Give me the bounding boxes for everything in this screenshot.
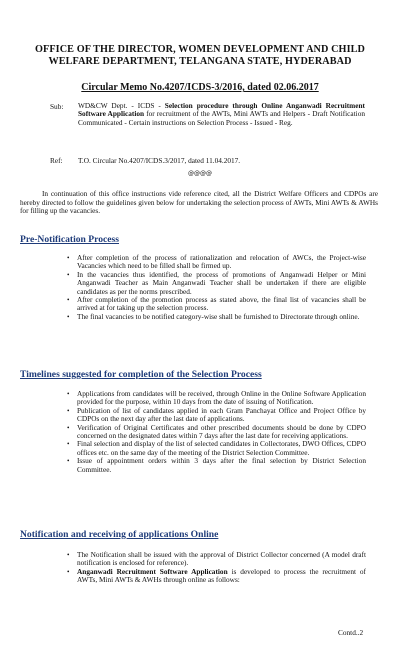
list-item: • Issue of appointment orders within 3 days after the final selection by District Selection Committee. [68,457,366,474]
subject-bold: Selection procedure through Online Anganwadi Recruitment Software Application [78,101,365,119]
subject-prefix: WD&CW Dept. - ICDS - [78,101,165,110]
subject-label: Sub: [50,102,64,111]
pre-notification-list [68,254,366,321]
intro-paragraph: In continuation of this office instructions vide reference cited, all the District Welfare Officers and CDPOs are hereby directed to follow the guidelines given below for undertaking the selection process of AWTs, Mini AWTs & AWHs for filling up the vacancies. [20,189,378,216]
list-item: • The Notification shall be issued with the approval of District Collector concerned (A model draft notification is enclosed for reference). [68,551,366,568]
list-item: • Final selection and display of the list of selected candidates in Collectorates, DWO Offices, CDPO offices etc. on the same day of the meeting of the District Selection Committee. [68,440,366,457]
list-item: • Verification of Original Certificates and other prescribed documents should be done by CDPO concerned on the designated dates within 7 days after the last date for receiving applications. [68,424,366,441]
notification-list [68,551,366,585]
section-title-pre-notification: Pre-Notification Process [20,234,120,245]
list-item [68,568,366,585]
office-header-line-1: OFFICE OF THE DIRECTOR, WOMEN DEVELOPMENT AND CHILD [34,44,365,55]
list-item: • Publication of list of candidates applied in each Gram Panchayat Office and Project Office by CDPOs on the next day after the last date of applications. [68,407,366,424]
list-item: • Applications from candidates will be received, through Online in the Online Software Application provided for the purpose, within 10 days from the date of issuing of Notification. [68,390,366,407]
continued-marker: Contd..2 [338,628,364,637]
timelines-list [68,390,366,474]
software-description: is developed to process the recruitment of AWTs, Mini AWTs & AWHs through online as follows: [77,566,366,585]
section-title-timelines: Timelines suggested for completion of the Selection Process [20,369,262,380]
section-title-notification: Notification and receiving of applications Online [20,529,219,540]
list-item: • After completion of the process of rationalization and relocation of AWCs, the Project-wise Vacancies which need to be filled shall be firmed up. [68,254,366,271]
subject-suffix: for recruitment of the AWTs, Mini AWTs and Helpers - Draft Notification Communicated - Certain instructions on Selection Process - Issued - Reg. [78,109,366,127]
reference-label: Ref: [50,156,63,165]
subject-text [78,102,365,127]
list-item: • The final vacancies to be notified category-wise shall be furnished to Directorate through online. [68,313,366,321]
circular-memo-title: Circular Memo No.4207/ICDS-3/2016, dated 02.06.2017 [81,82,319,93]
list-item: • In the vacancies thus identified, the process of promotions of Anganwadi Helper or Mini Anganwadi Teacher as Main Anganwadi Teacher shall be undertaken if there are eligible candidates as per the norms prescribed. [68,271,366,296]
separator-mark: @@@@ [188,170,212,177]
list-item: • After completion of the promotion process as stated above, the final list of vacancies shall be arrived at for taking up the selection process. [68,296,366,313]
reference-text: T.O. Circular No.4207/ICDS.3/2017, dated 11.04.2017. [78,156,241,165]
software-name: Anganwadi Recruitment Software Application [77,566,228,576]
office-header-line-2: WELFARE DEPARTMENT, TELANGANA STATE, HYDERABAD [48,56,352,67]
